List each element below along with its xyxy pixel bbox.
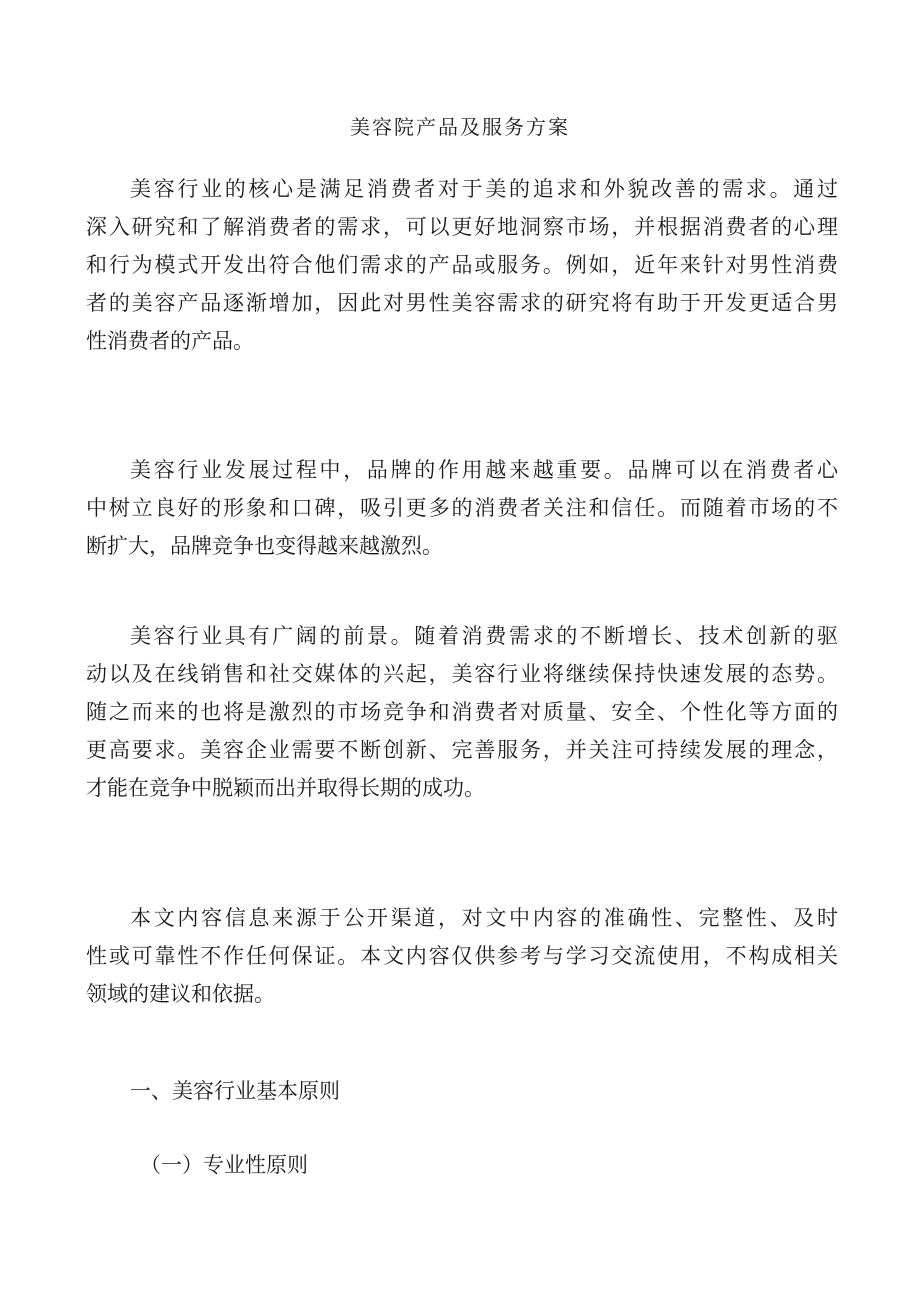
paragraph-line: 领域的建议和依据。 bbox=[86, 982, 275, 1006]
paragraph-line: 美容行业发展过程中，品牌的作用越来越重要。品牌可以在消费者心 bbox=[130, 458, 838, 482]
paragraph-2 bbox=[86, 451, 838, 565]
paragraph-line: 深入研究和了解消费者的需求，可以更好地洞察市场，并根据消费者的心理 bbox=[86, 215, 838, 239]
paragraph-3 bbox=[86, 617, 838, 807]
paragraph-line: 性消费者的产品。 bbox=[86, 329, 254, 353]
paragraph-line: 美容行业具有广阔的前景。随着消费需求的不断增长、技术创新的驱 bbox=[130, 624, 838, 648]
paragraph-line: 和行为模式开发出符合他们需求的产品或服务。例如，近年来针对男性消费 bbox=[86, 253, 838, 277]
subsection-heading: （一）专业性原则 bbox=[140, 1153, 308, 1177]
paragraph-line: 者的美容产品逐渐增加，因此对男性美容需求的研究将有助于开发更适合男 bbox=[86, 291, 838, 315]
paragraph-4 bbox=[86, 899, 838, 1013]
paragraph-line: 断扩大，品牌竞争也变得越来越激烈。 bbox=[86, 534, 443, 558]
paragraph-line: 美容行业的核心是满足消费者对于美的追求和外貌改善的需求。通过 bbox=[130, 177, 838, 201]
paragraph-1 bbox=[86, 170, 838, 360]
paragraph-line: 中树立良好的形象和口碑，吸引更多的消费者关注和信任。而随着市场的不 bbox=[86, 496, 838, 520]
paragraph-line: 更高要求。美容企业需要不断创新、完善服务，并关注可持续发展的理念， bbox=[86, 738, 838, 762]
paragraph-line: 本文内容信息来源于公开渠道，对文中内容的准确性、完整性、及时 bbox=[130, 906, 838, 930]
paragraph-line: 才能在竞争中脱颖而出并取得长期的成功。 bbox=[86, 776, 485, 800]
paragraph-line: 性或可靠性不作任何保证。本文内容仅供参考与学习交流使用，不构成相关 bbox=[86, 944, 838, 968]
paragraph-line: 动以及在线销售和社交媒体的兴起，美容行业将继续保持快速发展的态势。 bbox=[86, 662, 838, 686]
section-heading: 一、美容行业基本原则 bbox=[130, 1079, 340, 1103]
document-title: 美容院产品及服务方案 bbox=[350, 115, 570, 139]
paragraph-line: 随之而来的也将是激烈的市场竞争和消费者对质量、安全、个性化等方面的 bbox=[86, 700, 838, 724]
